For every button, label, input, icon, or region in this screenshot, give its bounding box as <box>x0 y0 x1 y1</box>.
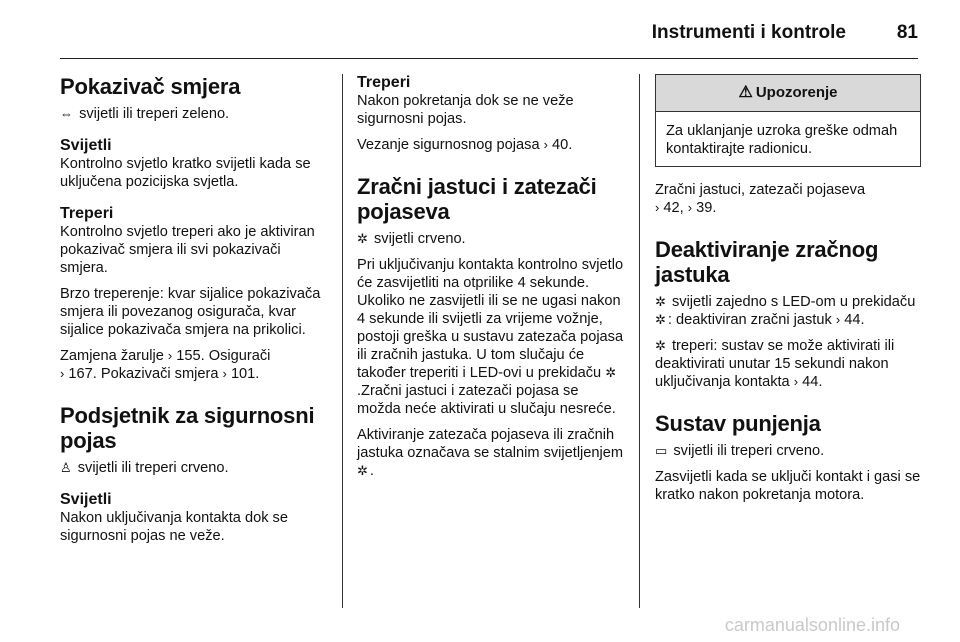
warning-text: Za uklanjanje uzroka greške odmah kontaktirajte radionicu. <box>666 123 898 157</box>
paragraph: Pri uključivanju kontakta kontrolno svjetlo će zasvijetliti na otprilike 4 sekunde. Ukoliko ne zasvijetli ili se ne ugasi nakon 4 sekunde ili svijetli za vrijeme vožnje, postoji greška u sustavu zatezača pojasa ili zračnih jastuka. U tom slučaju će također treperiti i LED-ovi u prekidaču ✲.Zračni jastuci i zatezači pojasa se možda neće aktivirati u slučaju nesreće. <box>357 257 624 417</box>
subheading: Svijetli <box>60 491 112 508</box>
paragraph: Kontrolno svjetlo treperi ako je aktiviran pokazivač smjera ili svi pokazivači smjera. <box>60 224 315 276</box>
watermark: carmanualsonline.info <box>724 615 900 635</box>
paragraph: Nakon uključivanja kontakta dok se sigurnosni pojas ne veže. <box>60 510 288 544</box>
paragraph: Aktiviranje zatezača pojaseva ili zračnih jastuka označava se stalnim svijetljenjem ✲ . <box>357 427 624 479</box>
double-arrow-icon: ⇔ <box>60 106 73 121</box>
airbag-off-icon: ✲ <box>605 365 617 380</box>
right-chevron-icon: › <box>793 374 799 389</box>
paragraph: ✲ svijetli zajedno s LED-om u prekidaču ✲ : deaktiviran zračni jastuk › 44. <box>655 294 916 328</box>
paragraph: ✲ svijetli crveno. <box>357 231 466 247</box>
airbag-off-icon: ✲ <box>655 338 666 353</box>
page-header <box>60 18 918 59</box>
airbag-off-icon: ✲ <box>655 312 666 327</box>
warning-triangle-icon: ⚠ <box>738 84 753 101</box>
warning-header: ⚠ Upozorenje <box>656 75 920 112</box>
paragraph: Nakon pokretanja dok se ne veže sigurnosni pojas. <box>357 93 574 127</box>
right-chevron-icon: › <box>687 200 693 215</box>
paragraph: Zasvijetli kada se uključi kontakt i gasi se kratko nakon pokretanja motora. <box>655 469 921 503</box>
column-1 <box>60 74 328 553</box>
right-chevron-icon: › <box>655 200 660 215</box>
right-chevron-icon: › <box>222 366 227 381</box>
column-divider <box>639 74 640 608</box>
right-chevron-icon: › <box>60 366 65 381</box>
right-chevron-icon: › <box>835 312 841 327</box>
paragraph: ✲ treperi: sustav se može aktivirati ili deaktivirati unutar 15 sekundi nakon uključivanja kontakta › 44. <box>655 338 895 390</box>
airbag-off-icon: ✲ <box>655 294 666 309</box>
subheading: Svijetli <box>60 137 112 154</box>
section-heading: Deaktiviranje zračnog jastuka <box>655 237 879 287</box>
paragraph: Zamjena žarulje › 155. Osigurači › 167. Pokazivači smjera › 101. <box>60 348 271 382</box>
column-3 <box>655 74 921 512</box>
page-number: 81 <box>896 22 918 43</box>
right-chevron-icon: › <box>167 348 173 363</box>
section-heading: Pokazivač smjera <box>60 74 241 99</box>
header-title: Instrumenti i kontrole <box>651 22 846 43</box>
column-divider <box>342 74 343 608</box>
section-heading: Sustav punjenja <box>655 411 821 436</box>
paragraph: Brzo treperenje: kvar sijalice pokazivača smjera ili povezanog osigurača, kvar sijalice pokazivača smjera na prikolici. <box>60 286 321 338</box>
paragraph: ▭ svijetli ili treperi crveno. <box>655 443 825 459</box>
seatbelt-icon: ♙ <box>60 460 72 475</box>
right-chevron-icon: › <box>543 137 548 152</box>
airbag-icon: ✲ <box>357 231 368 246</box>
column-2 <box>357 74 625 488</box>
subheading: Treperi <box>60 205 114 222</box>
battery-icon: ▭ <box>655 443 668 458</box>
warning-box <box>655 74 921 167</box>
section-heading: Podsjetnik za sigurnosni pojas <box>60 403 315 453</box>
subheading: Treperi <box>357 74 411 91</box>
section-heading: Zračni jastuci i zatezači pojaseva <box>357 174 597 224</box>
paragraph: ♙ svijetli ili treperi crveno. <box>60 460 229 476</box>
paragraph: Kontrolno svjetlo kratko svijetli kada se uključena pozicijska svjetla. <box>60 156 311 190</box>
paragraph: ⇔ svijetli ili treperi zeleno. <box>60 106 230 122</box>
paragraph: Zračni jastuci, zatezači pojaseva › 42, › 39. <box>655 182 866 216</box>
airbag-icon: ✲ <box>357 463 368 478</box>
paragraph: Vezanje sigurnosnog pojasa › 40. <box>357 137 573 153</box>
